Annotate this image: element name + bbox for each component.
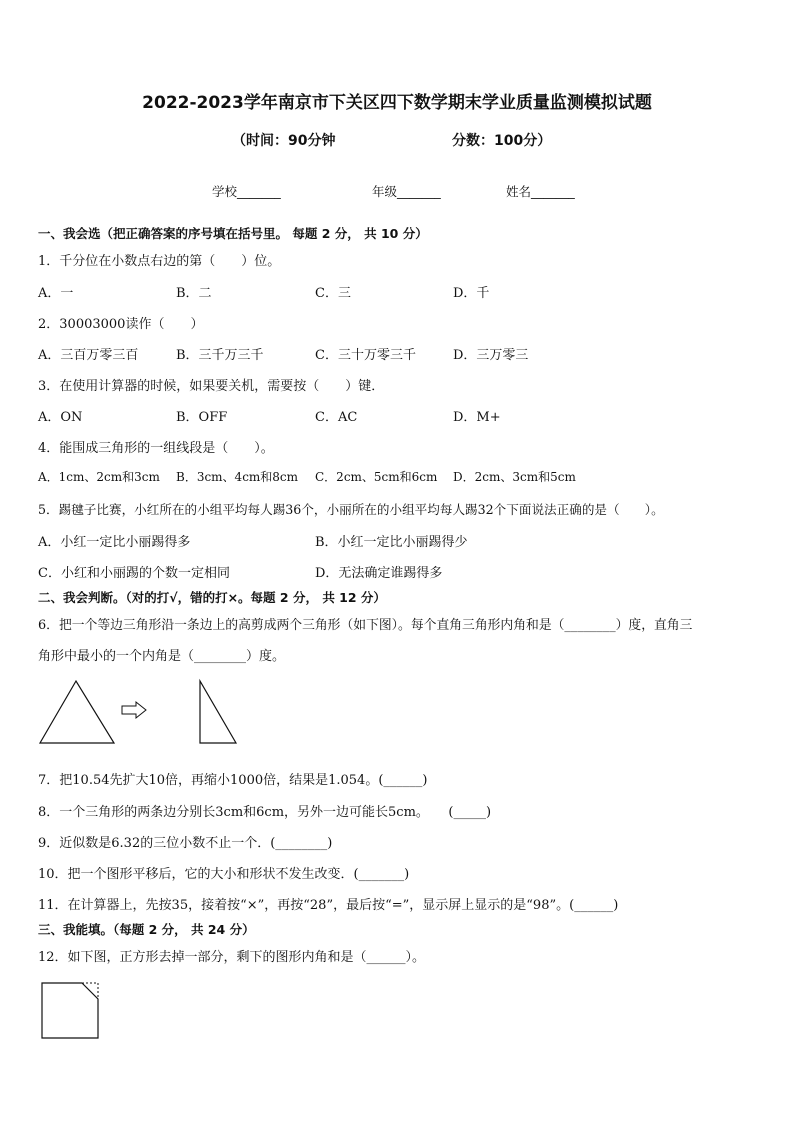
q2-option-c: C．三十万零三千 bbox=[315, 348, 416, 363]
q3-option-a: A．ON bbox=[38, 410, 83, 425]
q1-option-c: C．三 bbox=[315, 286, 351, 301]
q3-option-c: C．AC bbox=[315, 410, 358, 425]
exam-time: （时间：90分钟 bbox=[232, 133, 336, 149]
q3-option-d: D．M+ bbox=[453, 410, 501, 425]
triangle-cut-figure bbox=[36, 676, 246, 748]
q1-option-a: A．一 bbox=[38, 286, 74, 301]
question-4: 4．能围成三角形的一组线段是（ ）。 bbox=[38, 441, 274, 456]
q2-option-a: A．三百万零三百 bbox=[38, 348, 139, 363]
q4-option-a: A．1cm、2cm和3cm bbox=[38, 470, 160, 484]
q1-option-b: B．二 bbox=[176, 286, 212, 301]
q2-option-d: D．三万零三 bbox=[453, 348, 529, 363]
q5-option-a: A．小红一定比小丽踢得多 bbox=[38, 535, 191, 550]
section-2-heading: 二、我会判断。（对的打√，错的打×。每题 2 分， 共 12 分） bbox=[38, 590, 386, 605]
section-1-heading: 一、我会选（把正确答案的序号填在括号里。 每题 2 分， 共 10 分） bbox=[38, 226, 428, 241]
question-5: 5．踢毽子比赛，小红所在的小组平均每人踢36个，小丽所在的小组平均每人踢32个下面说法正确的是（ ）。 bbox=[38, 502, 664, 517]
question-7: 7．把10.54先扩大10倍，再缩小1000倍，结果是1.054。(______) bbox=[38, 773, 428, 788]
q5-option-d: D．无法确定谁踢得多 bbox=[315, 566, 443, 581]
right-triangle bbox=[200, 681, 236, 743]
question-10: 10．把一个图形平移后，它的大小和形状不发生改变．(_______) bbox=[38, 867, 410, 882]
q4-option-d: D．2cm、3cm和5cm bbox=[453, 470, 576, 484]
question-6-line-2: 角形中最小的一个内角是（________）度。 bbox=[38, 649, 286, 664]
q5-option-c: C．小红和小丽踢的个数一定相同 bbox=[38, 566, 230, 581]
question-2: 2．30003000读作（ ） bbox=[38, 317, 204, 332]
question-6-line-1: 6．把一个等边三角形沿一条边上的高剪成两个三角形（如下图）。每个直角三角形内角和是（________）度，直角三 bbox=[38, 618, 693, 633]
question-11: 11．在计算器上，先按35，接着按“×”，再按“28”，最后按“=”，显示屏上显示的是“98”。(______) bbox=[38, 898, 619, 913]
q4-option-c: C．2cm、5cm和6cm bbox=[315, 470, 438, 484]
question-3: 3．在使用计算器的时候，如果要关机，需要按（ ）键． bbox=[38, 379, 385, 394]
q2-option-b: B．三千万三千 bbox=[176, 348, 264, 363]
exam-score: 分数：100分） bbox=[452, 133, 552, 149]
page-title: 2022-2023学年南京市下关区四下数学期末学业质量监测模拟试题 bbox=[142, 93, 652, 113]
q5-option-b: B．小红一定比小丽踢得少 bbox=[315, 535, 468, 550]
question-9: 9．近似数是6.32的三位小数不止一个．(________) bbox=[38, 836, 333, 851]
section-3-heading: 三、我能填。（每题 2 分， 共 24 分） bbox=[38, 922, 255, 937]
equilateral-triangle bbox=[40, 681, 114, 743]
question-1: 1．千分位在小数点右边的第（ ）位。 bbox=[38, 254, 281, 269]
q1-option-d: D．千 bbox=[453, 286, 490, 301]
q3-option-b: B．OFF bbox=[176, 410, 228, 425]
name-field: 姓名_______ bbox=[506, 184, 575, 199]
school-field: 学校_______ bbox=[212, 184, 281, 199]
cut-square-figure bbox=[38, 980, 102, 1042]
arrow-icon bbox=[122, 702, 146, 718]
cut-square-outline bbox=[42, 983, 98, 1038]
question-12: 12．如下图，正方形去掉一部分，剩下的图形内角和是（______）。 bbox=[38, 950, 426, 965]
grade-field: 年级_______ bbox=[372, 184, 441, 199]
q4-option-b: B．3cm、4cm和8cm bbox=[176, 470, 299, 484]
question-8: 8．一个三角形的两条边分别长3cm和6cm，另外一边可能长5cm。 (_____) bbox=[38, 805, 492, 820]
